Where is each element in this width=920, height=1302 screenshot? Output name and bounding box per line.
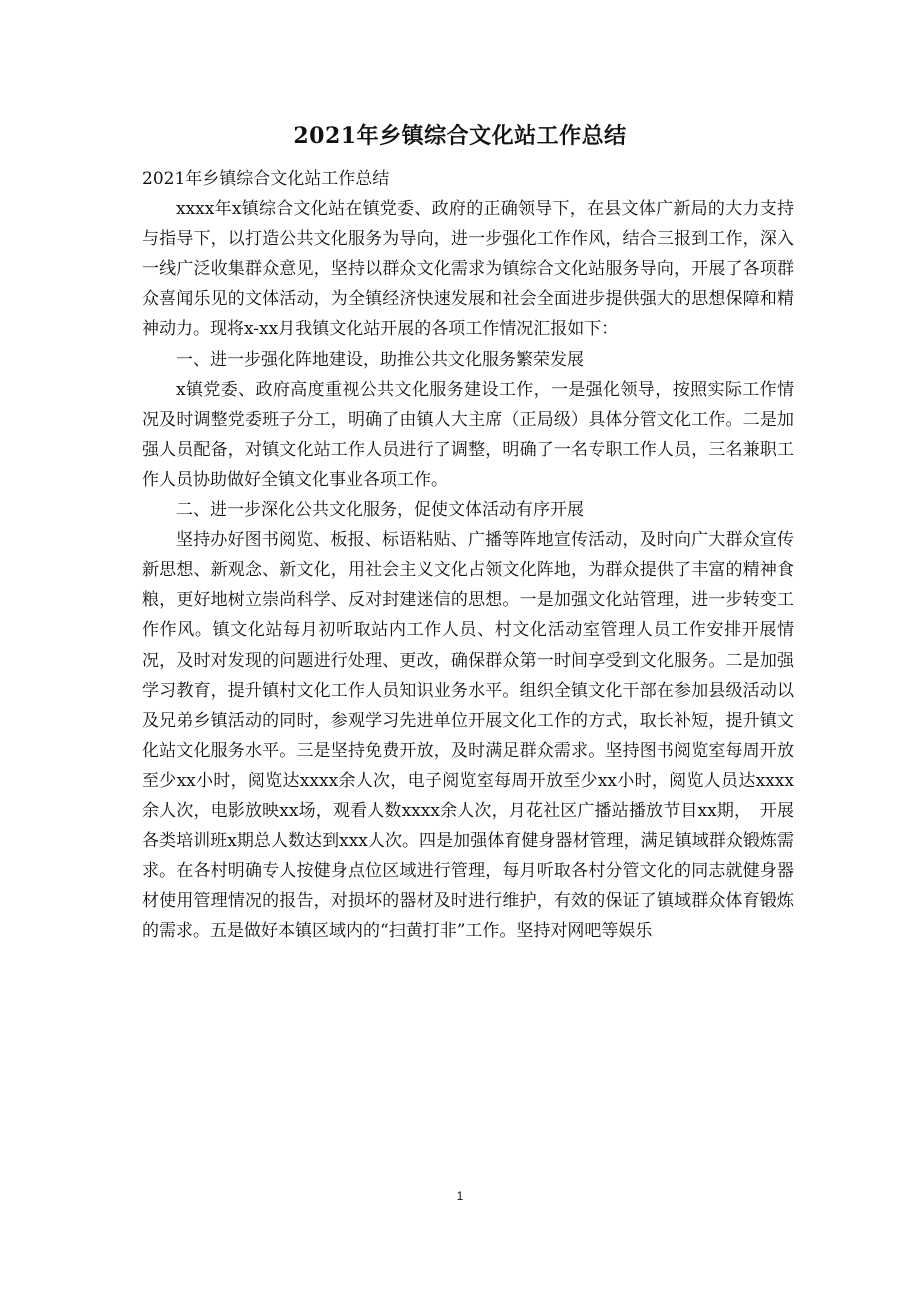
intro-paragraph: xxxx年x镇综合文化站在镇党委、政府的正确领导下，在县文体广新局的大力支持与指导下，以打造公共文化服务为导向，进一步强化工作作风，结合三报到工作，深入一线广泛收集群众意见，坚持以群众文化需求为镇综合文化站服务导向，开展了各项群众喜闻乐见的文体活动，为全镇经济快速发展和社会全面进步提供强大的思想保障和精神动力。现将x-xx月我镇文化站开展的各项工作情况汇报如下： [142,199,794,340]
section-1-paragraph: x镇党委、政府高度重视公共文化服务建设工作，一是强化领导，按照实际工作情况及时调整党委班子分工，明确了由镇人大主席（正局级）具体分管文化工作。二是加强人员配备，对镇文化站工作人员进行了调整，明确了一名专职工作人员，三名兼职工作人员协助做好全镇文化事业各项工作。 [142,379,794,490]
section-heading-1: 一、进一步强化阵地建设，助推公共文化服务繁荣发展 [176,349,584,370]
section-heading-2: 二、进一步深化公共文化服务，促使文体活动有序开展 [176,500,584,521]
page-number: 1 [456,1189,464,1203]
document-body [142,164,794,946]
section-2-paragraph: 坚持办好图书阅览、板报、标语粘贴、广播等阵地宣传活动，及时向广大群众宣传新思想、新观念、新文化，用社会主义文化占领文化阵地，为群众提供了丰富的精神食粮，更好地树立崇尚科学、反对封建迷信的思想。一是加强文化站管理，进一步转变工作作风。镇文化站每月初听取站内工作人员、村文化活动室管理人员工作安排开展情况，及时对发现的问题进行处理、更改，确保群众第一时间享受到文化服务。二是加强学习教育，提升镇村文化工作人员知识业务水平。组织全镇文化干部在参加县级活动以及兄弟乡镇活动的同时，参观学习先进单位开展文化工作的方式，取长补短，提升镇文化站文化服务水平。三是坚持免费开放，及时满足群众需求。坚持图书阅览室每周开放至少xx小时，阅览达xxxx余人次，电子阅览室每周开放至少xx小时，阅览人员达xxxx余人次，电影放映xx场，观看人数xxxx余人次，月花社区广播站播放节目xx期， 开展各类培训班x期总人数达到xxx人次。四是加强体育健身器材管理，满足镇域群众锻炼需求。在各村明确专人按健身点位区域进行管理，每月听取各村分管文化的同志就健身器材使用管理情况的报告，对损坏的器材及时进行维护，有效的保证了镇域群众体育锻炼的需求。五是做好本镇区域内的“扫黄打非”工作。坚持对网吧等娱乐 [142,530,794,942]
subtitle-line: 2021年乡镇综合文化站工作总结 [142,169,390,189]
document-title: 2021年乡镇综合文化站工作总结 [293,123,627,149]
